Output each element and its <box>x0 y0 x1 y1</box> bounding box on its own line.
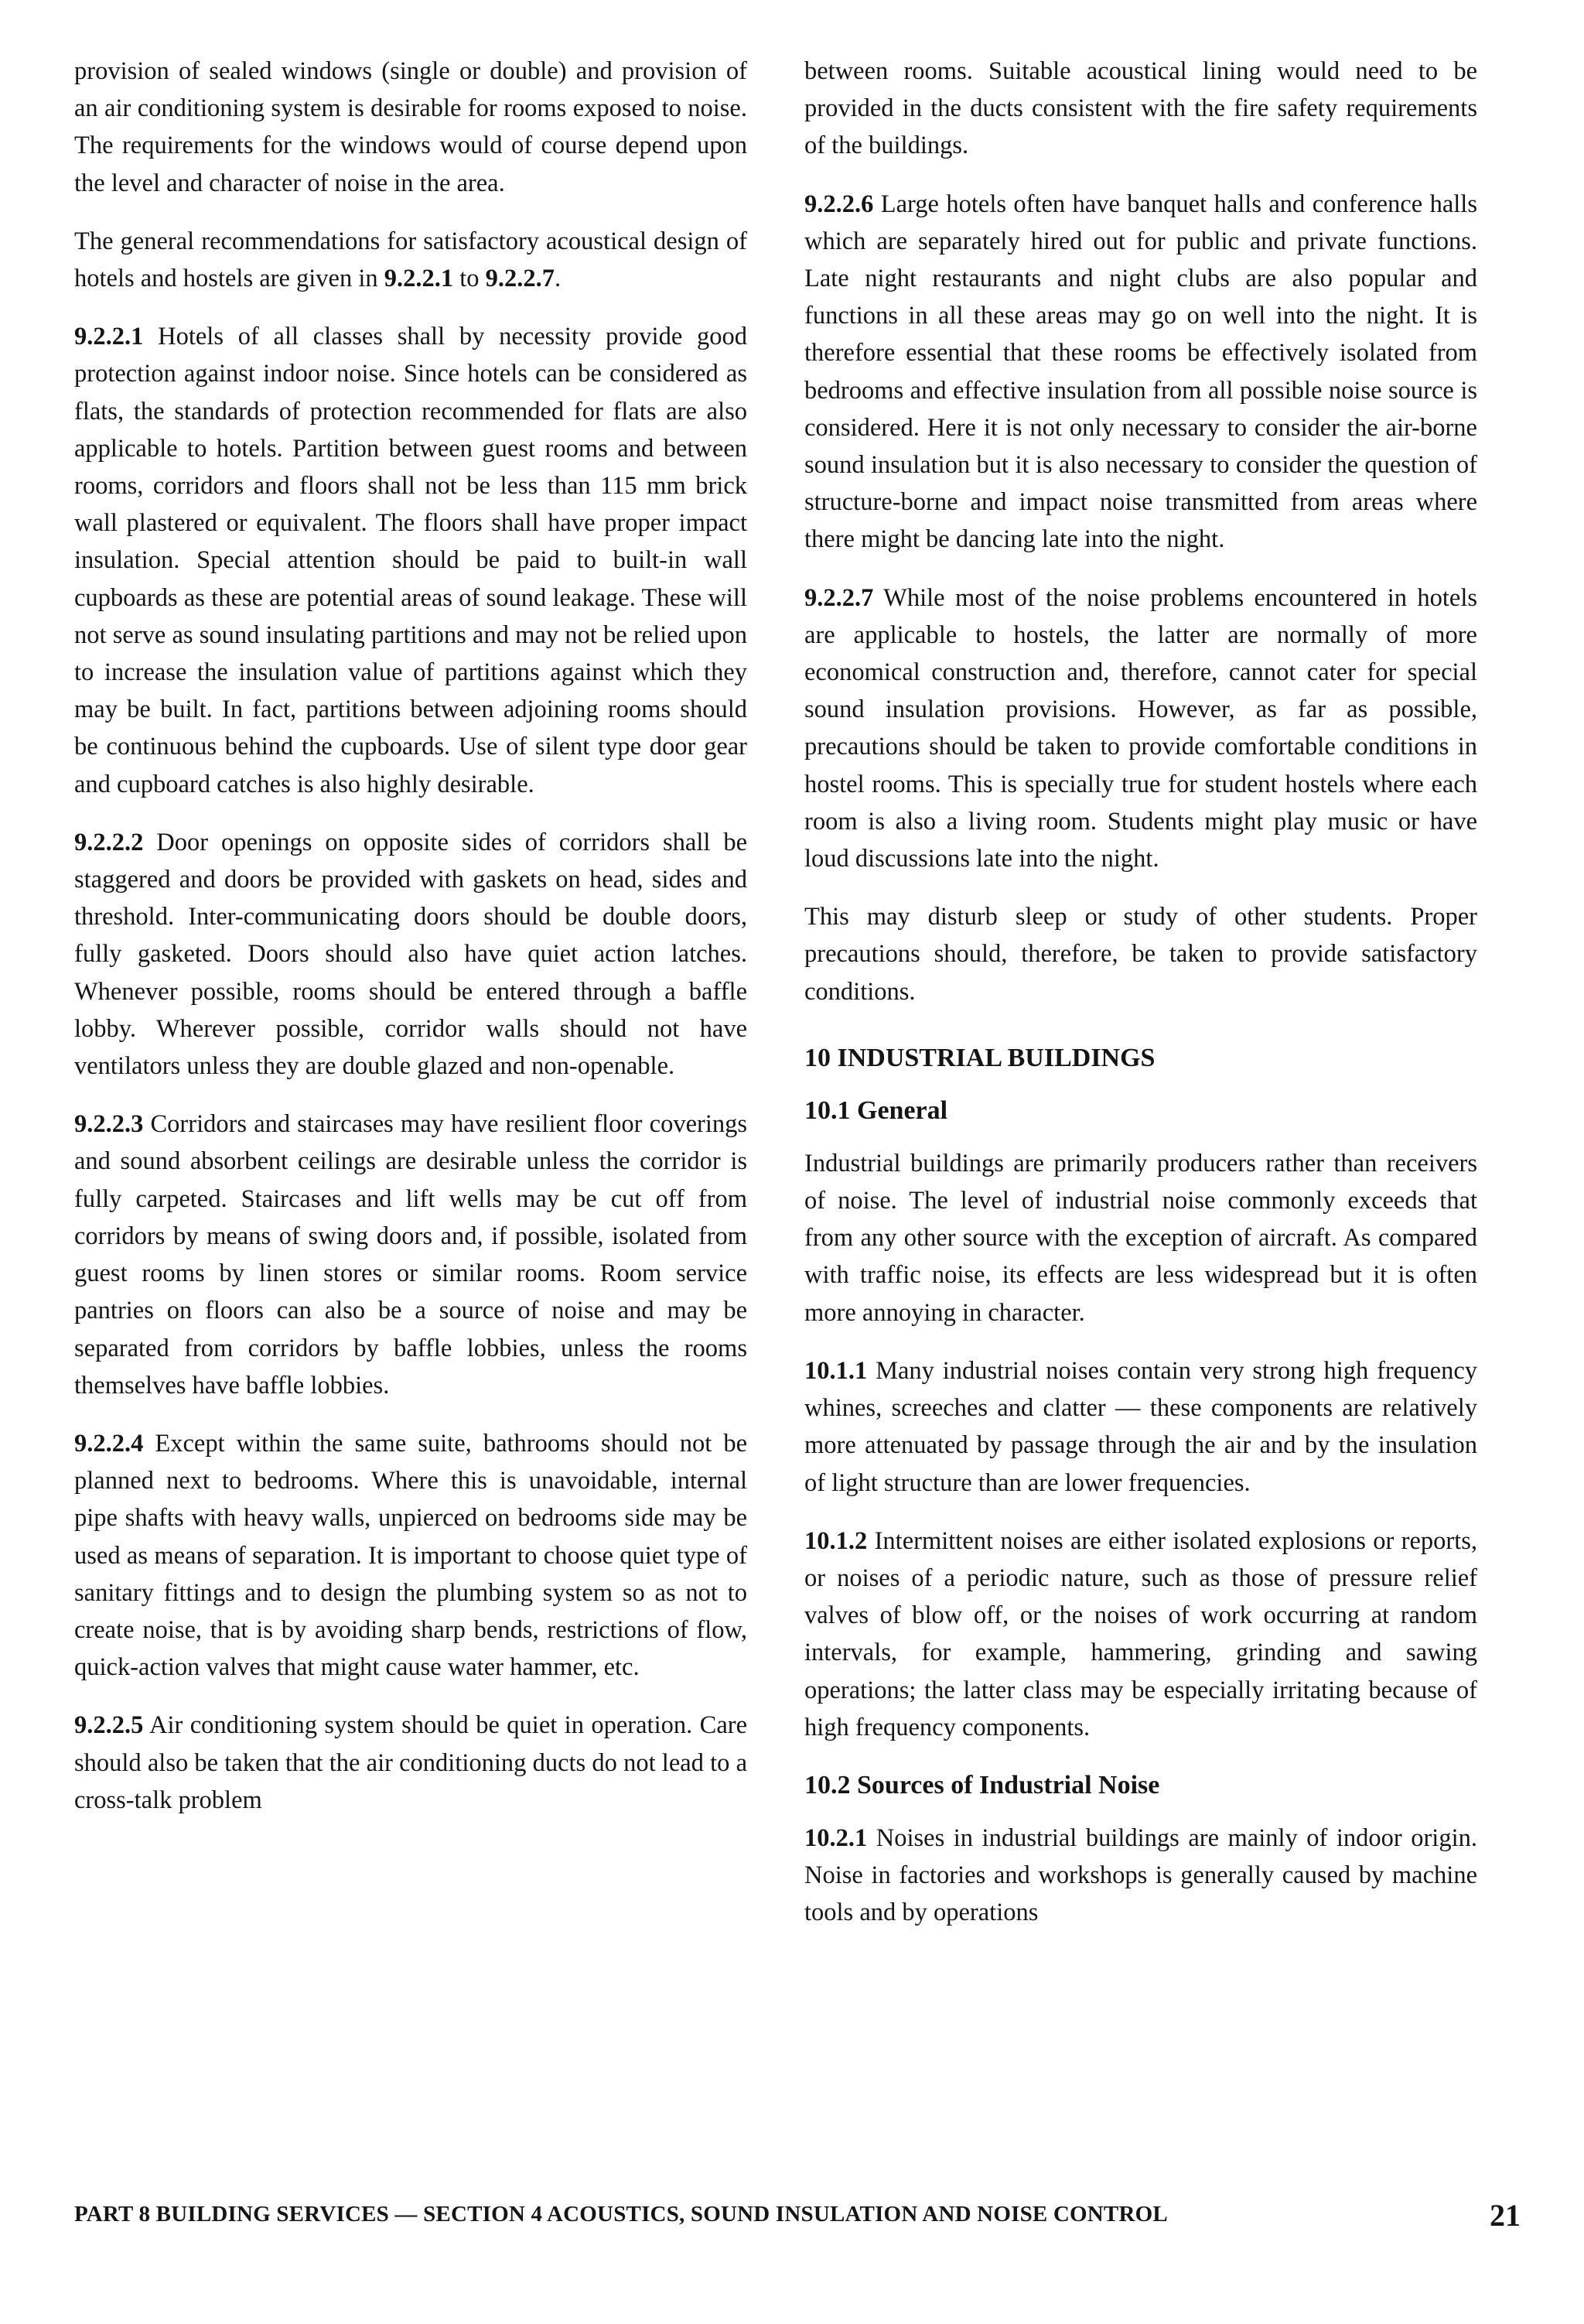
clause-number: 9.2.2.2 <box>74 828 144 856</box>
paragraph-recommendations <box>74 223 747 297</box>
section-heading: 10 INDUSTRIAL BUILDINGS <box>804 1043 1156 1072</box>
clause-10-1-2 <box>804 1523 1477 1746</box>
paragraph-text: . <box>555 265 562 293</box>
clause-text: Air conditioning system should be quiet in operation. Care should also be taken that the air conditioning ducts do not lead to a cross-talk problem <box>74 1711 747 1814</box>
paragraph-text: provision of sealed windows (single or double) and provision of an air conditioning system is desirable for rooms exposed to noise. The requirements for the windows would of course depend upon the level and character of noise in the area. <box>74 57 747 197</box>
page-number: 21 <box>1490 2198 1521 2233</box>
clause-text: Hotels of all classes shall by necessity provide good protection against indoor noise. Since hotels can be considered as flats, the standards of protection recommended for flats are also applicable to hotels. Partition between guest rooms and between rooms, corridors and floors shall not be less than 115 mm brick wall plastered or equivalent. The floors shall have proper impact insulation. Special attention should be paid to built-in wall cupboards as these are potential areas of sound leakage. These will not serve as sound insulating partitions and may not be relied upon to increase the insulation value of partitions against which they may be built. In fact, partitions between adjoining rooms should be continuous behind the cupboards. Use of silent type door gear and cupboard catches is also highly desirable. <box>74 323 747 798</box>
clause-text: Except within the same suite, bathrooms should not be planned next to bedrooms. Where this is unavoidable, internal pipe shafts with heavy walls, unpierced on bedrooms side may be used as means of separation. It is important to choose quiet type of sanitary fittings and to design the plumbing system so as not to create noise, that is by avoiding sharp bends, restrictions of flow, quick-action valves that might cause water hammer, etc. <box>74 1429 747 1682</box>
clause-number: 10.2.1 <box>804 1823 868 1852</box>
footer-title: PART 8 BUILDING SERVICES — SECTION 4 ACOUSTICS, SOUND INSULATION AND NOISE CONTROL <box>74 2202 1168 2227</box>
paragraph-text: to <box>453 265 486 293</box>
clause-text: Corridors and staircases may have resilient floor coverings and sound absorbent ceilings are desirable unless the corridor is fully carpeted. Staircases and lift wells may be cut off from corridors by means of swing doors and, if possible, isolated from guest rooms by linen stores or similar rooms. Room service pantries on floors can also be a source of noise and may be separated from corridors by baffle lobbies, unless the rooms themselves have baffle lobbies. <box>74 1110 747 1400</box>
clause-9-2-2-5 <box>74 1707 747 1819</box>
paragraph-text: This may disturb sleep or study of other students. Proper precautions should, therefore, be taken to provide satisfactory conditions. <box>804 903 1477 1006</box>
clause-text: Door openings on opposite sides of corridors shall be staggered and doors be provided with gaskets on head, sides and threshold. Inter-communicating doors should be double doors, fully gasketed. Doors should also have quiet action latches. Whenever possible, rooms should be entered through a baffle lobby. Wherever possible, corridor walls should not have ventilators unless they are double glazed and non-openable. <box>74 828 747 1081</box>
clause-number: 9.2.2.6 <box>804 190 874 218</box>
clause-9-2-2-6 <box>804 186 1477 559</box>
clause-9-2-2-2 <box>74 824 747 1085</box>
clause-text: While most of the noise problems encountered in hotels are applicable to hostels, the latter are normally of more economical construction and, therefore, cannot cater for special sound insulation provisions. However, as far as possible, precautions should be taken to provide comfortable conditions in hostel rooms. This is specially true for student hostels where each room is also a living room. Students might play music or have loud discussions late into the night. <box>804 583 1477 873</box>
clause-number: 10.1.1 <box>804 1356 868 1385</box>
clause-reference: 9.2.2.1 <box>384 265 454 293</box>
subsection-heading-general: 10.1 General <box>804 1095 948 1125</box>
clause-9-2-2-7 <box>804 579 1477 878</box>
clause-text: Noises in industrial buildings are mainly of indoor origin. Noise in factories and workshops is generally caused by machine tools and by operations <box>804 1823 1477 1927</box>
clause-number: 9.2.2.4 <box>74 1429 144 1458</box>
clause-9-2-2-4 <box>74 1425 747 1686</box>
clause-number: 9.2.2.3 <box>74 1110 144 1139</box>
paragraph-text: between rooms. Suitable acoustical lining would need to be provided in the ducts consistent with the fire safety requirements of the buildings. <box>804 57 1477 160</box>
right-column <box>804 53 1477 1953</box>
clause-9-2-2-5-continued <box>804 53 1477 165</box>
paragraph-windows <box>74 53 747 202</box>
clause-number: 9.2.2.5 <box>74 1711 144 1740</box>
clause-text: Many industrial noises contain very strong high frequency whines, screeches and clatter — these components are relatively more attenuated by passage through the air and by the insulation of light structure than are lower frequencies. <box>804 1356 1477 1497</box>
clause-number: 9.2.2.7 <box>804 583 874 612</box>
clause-number: 9.2.2.1 <box>74 323 144 351</box>
left-column <box>74 53 747 1840</box>
clause-10-1-1 <box>804 1352 1477 1502</box>
clause-text: Intermittent noises are either isolated explosions or reports, or noises of a periodic nature, such as those of pressure relief valves of blow off, or the noises of work occurring at random intervals, for example, hammering, grinding and sawing operations; the latter class may be especially irritating because of high frequency components. <box>804 1526 1477 1741</box>
paragraph-disturb <box>804 898 1477 1010</box>
paragraph-text: The general recommendations for satisfactory acoustical design of hotels and hostels are given in <box>74 227 747 293</box>
clause-10-2-1 <box>804 1820 1477 1932</box>
clause-9-2-2-1 <box>74 318 747 803</box>
subsection-heading-sources: 10.2 Sources of Industrial Noise <box>804 1770 1160 1799</box>
clause-reference: 9.2.2.7 <box>485 265 555 293</box>
clause-text: Large hotels often have banquet halls and conference halls which are separately hired out for public and private functions. Late night restaurants and night clubs are also popular and functions in all these areas may go on well into the night. It is therefore essential that these rooms be effectively isolated from bedrooms and effective insulation from all possible noise source is considered. Here it is not only necessary to consider the air-borne sound insulation but it is also necessary to consider the question of structure-borne and impact noise transmitted from areas where there might be dancing late into the night. <box>804 190 1477 554</box>
paragraph-text: Industrial buildings are primarily producers rather than receivers of noise. The level of industrial noise commonly exceeds that from any other source with the exception of aircraft. As compared with traffic noise, its effects are less widespread but it is often more annoying in character. <box>804 1149 1477 1327</box>
clause-9-2-2-3 <box>74 1106 747 1404</box>
paragraph-general <box>804 1145 1477 1331</box>
clause-number: 10.1.2 <box>804 1526 868 1555</box>
